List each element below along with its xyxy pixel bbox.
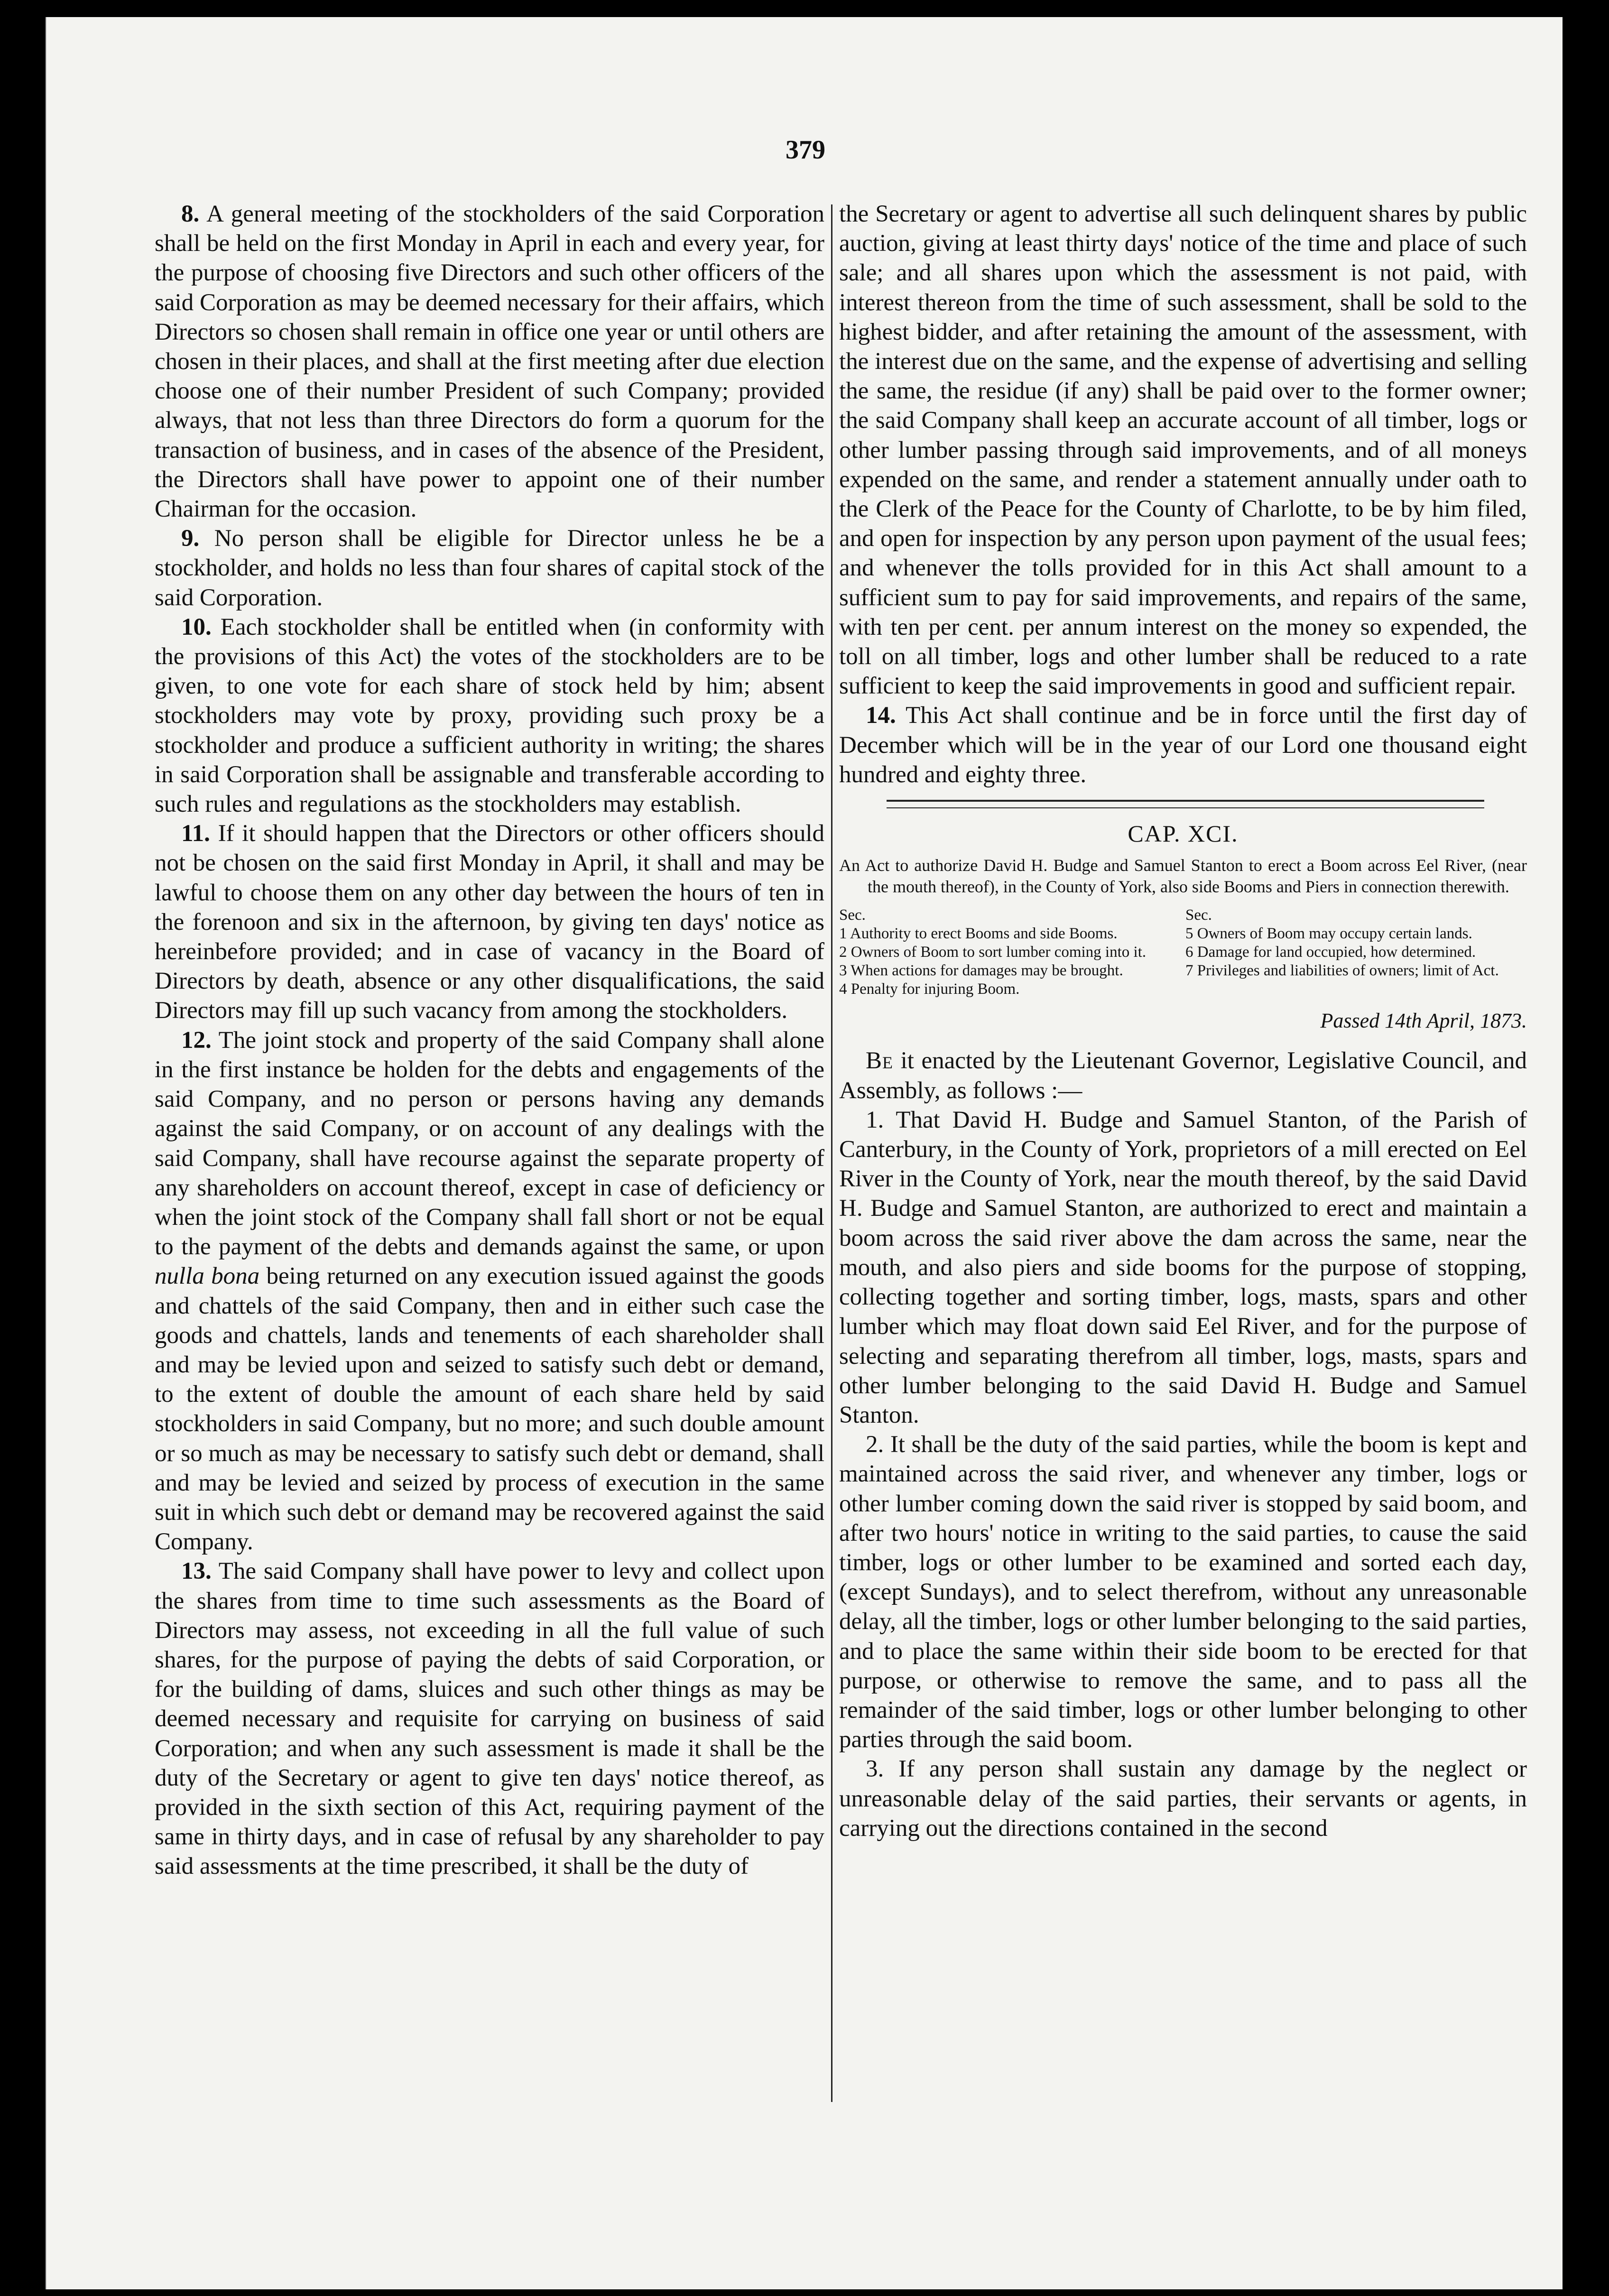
section-index-left <box>839 925 1181 999</box>
section-11: 11. If it should happen that the Directors or other officers should not be chosen on the said first Monday in April, it shall and may be lawful to choose them on any other day between the hours of ten in the forenoon and six in the afternoon, by giving ten days' notice as hereinbefore provided; and in case of vacancy in the Board of Directors by death, absence or any other disqualifications, the said Directors may fill up such vacancy from among the stockholders. <box>155 820 824 1024</box>
section-index-item: 3 When actions for damages may be brought. <box>839 962 1123 980</box>
section-index-item: 7 Privileges and liabilities of owners; limit of Act. <box>1185 962 1499 980</box>
page-number: 379 <box>786 135 825 165</box>
document-page <box>46 17 1563 2289</box>
passed-date: Passed 14th April, 1873. <box>1320 1009 1527 1033</box>
section-8: 8. A general meeting of the stockholders of the said Corporation shall be held on the first Monday in April in each and every year, for the purpose of choosing five Directors and such other officers of the said Corporation as may be deemed necessary for their affairs, which Directors so chosen shall remain in office one year or until others are chosen in their places, and shall at the first meeting after due election choose one of their number President of such Company; provided always, that not less than three Directors do form a quorum for the transaction of business, and in cases of the absence of the President, the Directors shall have power to appoint one of their number Chairman for the occasion. <box>155 201 824 523</box>
chapter-separator-rule <box>887 800 1484 808</box>
section-index-item: 6 Damage for land occupied, how determined. <box>1185 944 1476 961</box>
section-10: 10. Each stockholder shall be entitled when (in conformity with the provisions of this Act) the votes of the stockholders are to be given, to one vote for each share of stock held by him; absent stockholders may vote by proxy, providing such proxy be a stockholder and produce a sufficient authority in writing; the shares in said Corporation shall be assignable and transferable according to such rules and regulations as the stockholders may establish. <box>155 613 824 818</box>
act-summary: An Act to authorize David H. Budge and Samuel Stanton to erect a Boom across Eel River, (near the mouth thereof), in the County of York, also side Booms and Piers in connection therewith. <box>839 856 1527 897</box>
act-section-1: 1. That David H. Budge and Samuel Stanton, of the Parish of Canterbury, in the County of York, proprietors of a mill erected on Eel River in the County of York, near the mouth thereof, by the said David H. Budge and Samuel Stanton, are authorized to erect and maintain a boom across the said river above the dam across the same, near the mouth, and also piers and side booms for the purpose of stopping, collecting together and sorting timber, logs, masts, spars and other lumber which may float down said Eel River, and for the purpose of selecting and separating therefrom all timber, logs, masts, spars and other lumber belonging to the said David H. Budge and Samuel Stanton. <box>839 1106 1527 1428</box>
section-14: 14. This Act shall continue and be in force until the first day of December which will be in the year of our Lord one thousand eight hundred and eighty three. <box>839 702 1527 788</box>
section-12: 12. The joint stock and property of the said Company shall alone in the first instance be holden for the debts and engagements of the said Company, and no person or persons having any demands against the said Company, or on account of any dealings with the said Company, shall have recourse against the separate property of any shareholders on account thereof, except in case of deficiency or when the joint stock of the Company shall fall short or not be equal to the payment of the debts and demands against the same, or upon nulla bona being returned on any execution issued against the goods and chattels of the said Company, then and in either such case the goods and chattels, lands and tenements of each shareholder shall and may be levied upon and seized to satisfy such debt or demand, to the extent of double the amount of each share held by said stockholders in said Company, but no more; and such double amount or so much as may be necessary to satisfy such debt or demand, shall and may be levied and seized by process of execution in the same suit in which such debt or demand may be recovered against the said Company. <box>155 1027 824 1555</box>
section-9: 9. No person shall be eligible for Director unless he be a stockholder, and holds no less than four shares of capital stock of the said Corporation. <box>155 525 824 611</box>
section-13-continuation: the Secretary or agent to advertise all such delinquent shares by public auction, giving at least thirty days' notice of the time and place of such sale; and all shares upon which the assessment is not paid, with interest thereon from the time of such assessment, shall be sold to the highest bidder, and after retaining the amount of the assessment, with the interest due on the same, and the expense of advertising and selling the same, the residue (if any) shall be paid over to the former owner; the said Company shall keep an accurate account of all timber, logs or other lumber passing through said improvements, and of all moneys expended on the same, and render a statement annually under oath to the Clerk of the Peace for the County of Charlotte, to be by him filed, and open for inspection by any person upon payment of the usual fees; and whenever the tolls provided for in this Act shall amount to a sufficient sum to pay for said improvements, and repairs of the same, with ten per cent. per annum interest on the money so expended, the toll on all timber, logs and other lumber shall be reduced to a rate sufficient to keep the said improvements in good and sufficient repair. <box>839 201 1527 700</box>
section-index-item: 4 Penalty for injuring Boom. <box>839 981 1020 998</box>
column-divider <box>831 204 832 2102</box>
sec-label-right: Sec. <box>1185 907 1212 924</box>
section-index-item: 5 Owners of Boom may occupy certain lands. <box>1185 925 1472 943</box>
right-column <box>839 199 1527 1843</box>
sec-label-left: Sec. <box>839 907 866 924</box>
section-13: 13. The said Company shall have power to levy and collect upon the shares from time to time such assessments as the Board of Directors may assess, not exceeding in all the full value of such shares, for the purpose of paying the debts of said Corporation, or for the building of dams, sluices and such other things as may be deemed necessary and requisite for carrying on business of said Corporation; and when any such assessment is made it shall be the duty of the Secretary or agent to give ten days' notice thereof, as provided in the sixth section of this Act, requiring payment of the same in thirty days, and in case of refusal by any shareholder to pay said assessments at the time prescribed, it shall be the duty of <box>155 1558 824 1880</box>
section-index-right <box>1185 925 1527 999</box>
act-section-3: 3. If any person shall sustain any damage by the neglect or unreasonable delay of the said parties, their servants or agents, in carrying out the directions contained in the second <box>839 1756 1527 1842</box>
enacting-clause: Be it enacted by the Lieutenant Governor, Legislative Council, and Assembly, as follows :— <box>839 1047 1527 1104</box>
section-index-item: 2 Owners of Boom to sort lumber coming into it. <box>839 944 1147 961</box>
left-column <box>155 199 824 1881</box>
section-index-item: 1 Authority to erect Booms and side Booms. <box>839 925 1118 943</box>
latin-phrase: nulla bona <box>155 1263 260 1290</box>
act-section-2: 2. It shall be the duty of the said parties, while the boom is kept and maintained across the said river, and whenever any timber, logs or other lumber coming down the said river is stopped by said boom, and after two hours' notice in writing to the said parties, to cause the said timber, logs or other lumber to be examined and sorted each day, (except Sundays), and to select therefrom, without any unreasonable delay, all the timber, logs or other lumber belonging to the said parties, and to place the same within their side boom to be erected for that purpose, or otherwise to remove the same, and to pass all the remainder of the said timber, logs or other lumber belonging to other parties through the said boom. <box>839 1431 1527 1753</box>
chapter-heading: CAP. XCI. <box>1128 820 1239 847</box>
section-index <box>839 906 1527 999</box>
